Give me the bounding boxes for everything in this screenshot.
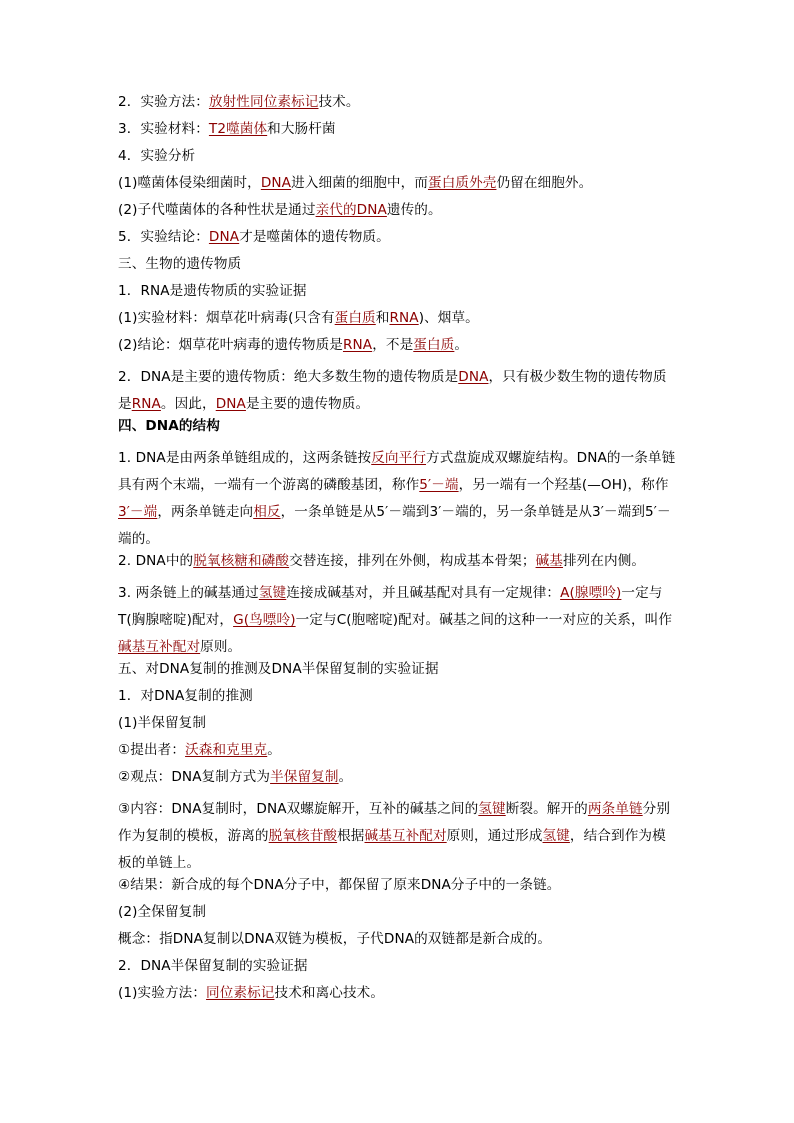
key-term: 放射性同位素标记	[208, 94, 319, 110]
text-line	[118, 364, 678, 418]
text-segment: 。	[338, 769, 353, 785]
key-term: 脱氧核糖和磷酸	[193, 553, 290, 569]
key-term: DNA	[215, 396, 246, 412]
text-line	[118, 958, 678, 985]
key-term: 亲代的DNA	[315, 202, 387, 218]
text-segment: ，不是	[372, 337, 414, 353]
key-term: RNA	[342, 337, 373, 353]
text-segment: 1．对DNA复制的推测	[118, 688, 253, 704]
text-line	[118, 742, 678, 769]
text-segment: (2)子代噬菌体的各种性状是通过	[118, 202, 316, 218]
text-line	[118, 202, 678, 229]
text-segment: 1．RNA是遗传物质的实验证据	[118, 283, 307, 299]
key-term: 碱基	[535, 553, 563, 569]
text-segment: 技术和离心技术。	[274, 985, 385, 1001]
text-line	[118, 121, 678, 148]
text-segment: 三、生物的遗传物质	[118, 256, 242, 272]
text-segment: ，一条单链是从5′－端到3′－端的，另一条单链是从3′－端到5′－端的。	[118, 504, 671, 547]
text-segment: 是主要的遗传物质。	[245, 396, 370, 412]
key-term: DNA	[458, 369, 489, 385]
key-term: DNA	[208, 229, 240, 245]
document-page	[118, 94, 678, 1012]
text-line	[118, 283, 678, 310]
key-term: 氢键	[542, 828, 570, 844]
key-term: 氢键	[258, 585, 287, 601]
text-segment: 遗传的。	[386, 202, 442, 218]
text-segment: 3．实验材料：	[118, 121, 209, 137]
text-line	[118, 553, 678, 580]
text-segment: 技术。	[318, 94, 360, 110]
text-segment: 。	[267, 742, 281, 758]
text-line	[118, 796, 678, 877]
text-segment: ，两条单链走向	[157, 504, 254, 520]
text-segment: ③内容：DNA复制时，DNA双螺旋解开，互补的碱基之间的	[118, 801, 479, 817]
text-line	[118, 445, 678, 553]
key-term: 两条单链	[587, 801, 643, 817]
text-segment: 连接成碱基对，并且碱基配对具有一定规律：	[286, 585, 561, 601]
text-segment: 2．DNA半保留复制的实验证据	[118, 958, 308, 974]
text-line	[118, 229, 678, 256]
key-term: 碱基互补配对	[118, 639, 201, 655]
text-segment: 断裂。解开的	[505, 801, 588, 817]
text-segment: 概念：指DNA复制以DNA双链为模板，子代DNA的双链都是新合成的。	[118, 931, 552, 947]
key-term: 3′－端	[118, 504, 158, 520]
text-segment: 原则。	[200, 639, 242, 655]
text-segment: 。因此，	[160, 396, 216, 412]
key-term: 同位素标记	[206, 985, 275, 1001]
text-segment: 4．实验分析	[118, 148, 196, 164]
text-segment: (1)实验方法：	[118, 985, 207, 1001]
text-segment: 进入细菌的细胞中，而	[291, 175, 428, 191]
key-term: A(腺嘌呤)	[560, 585, 622, 601]
key-term: 蛋白质	[413, 337, 455, 353]
key-term: G(鸟嘌呤)	[233, 612, 296, 628]
key-term: T2噬菌体	[208, 121, 268, 137]
text-segment: 2. DNA中的	[118, 553, 194, 569]
text-segment: (1)实验材料：烟草花叶病毒(只含有	[118, 310, 335, 326]
text-line	[118, 418, 678, 445]
text-line	[118, 769, 678, 796]
key-term: RNA	[131, 396, 161, 412]
text-line	[118, 661, 678, 688]
text-line	[118, 877, 678, 904]
text-segment: 3. 两条链上的碱基通过	[118, 585, 259, 601]
text-line	[118, 94, 678, 121]
key-term: 5′－端	[419, 477, 459, 493]
text-segment: (1)噬菌体侵染细菌时，	[118, 175, 261, 191]
text-segment: 排列在内侧。	[562, 553, 646, 569]
text-line	[118, 337, 678, 364]
text-line	[118, 256, 678, 283]
key-term: 脱氧核苷酸	[268, 828, 338, 844]
text-line	[118, 580, 678, 661]
text-segment: )、烟草。	[418, 310, 479, 326]
text-segment: 仍留在细胞外。	[496, 175, 593, 191]
text-segment: 方式盘旋成双螺旋结构。DNA的一条单链具有两个末端，一端有一个游离的磷酸基团，称作	[118, 450, 676, 493]
text-segment: 2．实验方法：	[118, 94, 209, 110]
text-line	[118, 931, 678, 958]
text-segment: 五、对DNA复制的推测及DNA半保留复制的实验证据	[118, 661, 439, 677]
text-line	[118, 310, 678, 337]
text-segment: ④结果：新合成的每个DNA分子中，都保留了原来DNA分子中的一条链。	[118, 877, 561, 893]
text-segment: 根据	[337, 828, 365, 844]
text-segment: ①提出者：	[118, 742, 186, 758]
text-segment: 5．实验结论：	[118, 229, 209, 245]
key-term: 氢键	[478, 801, 506, 817]
text-segment: (1)半保留复制	[118, 715, 207, 731]
key-term: 半保留复制	[270, 769, 339, 785]
text-line	[118, 904, 678, 931]
text-line	[118, 688, 678, 715]
text-line	[118, 985, 678, 1012]
text-segment: ，结合到作为模板的单链上。	[118, 828, 666, 871]
key-term: RNA	[389, 310, 419, 326]
text-segment: 和大肠杆菌	[267, 121, 336, 137]
text-segment: 交替连接，排列在外侧，构成基本骨架；	[289, 553, 536, 569]
text-line	[118, 175, 678, 202]
text-line	[118, 715, 678, 742]
text-segment: 分别作为复制的模板，游离的	[118, 801, 671, 844]
text-segment: 。	[454, 337, 469, 353]
key-term: 相反	[253, 504, 281, 520]
text-segment: 一定与T(胸腺嘧啶)配对，	[118, 585, 663, 628]
text-segment: ，另一端有一个羟基(—OH)，称作	[458, 477, 669, 493]
text-segment: (2)全保留复制	[118, 904, 207, 920]
text-segment: 原则，通过形成	[446, 828, 543, 844]
key-term: 蛋白质外壳	[428, 175, 497, 191]
text-line	[118, 148, 678, 175]
key-term: 碱基互补配对	[364, 828, 447, 844]
text-segment: 和	[375, 310, 390, 326]
text-segment: ②观点：DNA复制方式为	[118, 769, 271, 785]
key-term: 蛋白质	[334, 310, 376, 326]
text-segment: 一定与C(胞嘧啶)配对。碱基之间的这种一一对应的关系，叫作	[295, 612, 673, 628]
text-segment: 四、DNA的结构	[118, 418, 220, 434]
text-segment: ，只有极少数生物的遗传物质是	[118, 369, 667, 412]
key-term: DNA	[260, 175, 292, 191]
text-segment: 2．DNA是主要的遗传物质：绝大多数生物的遗传物质是	[118, 369, 459, 385]
text-segment: 1. DNA是由两条单链组成的，这两条链按	[118, 450, 372, 466]
text-segment: 才是噬菌体的遗传物质。	[239, 229, 390, 245]
text-segment: (2)结论：烟草花叶病毒的遗传物质是	[118, 337, 343, 353]
key-term: 沃森和克里克	[185, 742, 268, 758]
key-term: 反向平行	[371, 450, 427, 466]
